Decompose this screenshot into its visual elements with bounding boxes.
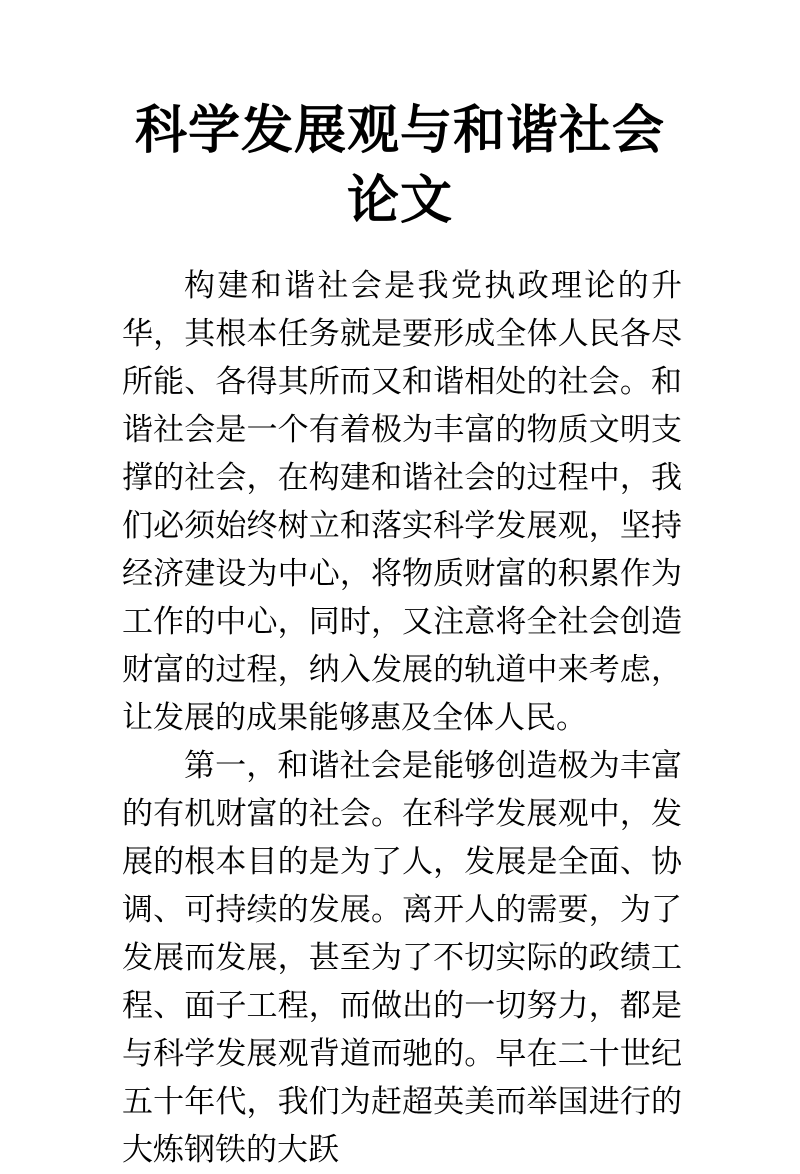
document-body	[122, 262, 682, 1174]
paragraph-2: 第一，和谐社会是能够创造极为丰富的有机财富的社会。在科学发展观中，发展的根本目的是为了人，发展是全面、协调、可持续的发展。离开人的需要，为了发展而发展，甚至为了不切实际的政绩工程、面子工程，而做出的一切努力，都是与科学发展观背道而驰的。早在二十世纪五十年代，我们为赶超英美而举国进行的大炼钢铁的大跃	[122, 748, 682, 1168]
document-title: 科学发展观与和谐社会论文	[134, 101, 665, 231]
paragraph-1: 构建和谐社会是我党执政理论的升华，其根本任务就是要形成全体人民各尽所能、各得其所而又和谐相处的社会。和谐社会是一个有着极为丰富的物质文明支撑的社会，在构建和谐社会的过程中，我们必须始终树立和落实科学发展观，坚持经济建设为中心，将物质财富的积累作为工作的中心，同时，又注意将全社会创造财富的过程，纳入发展的轨道中来考虑，让发展的成果能够惠及全体人民。	[122, 268, 682, 736]
